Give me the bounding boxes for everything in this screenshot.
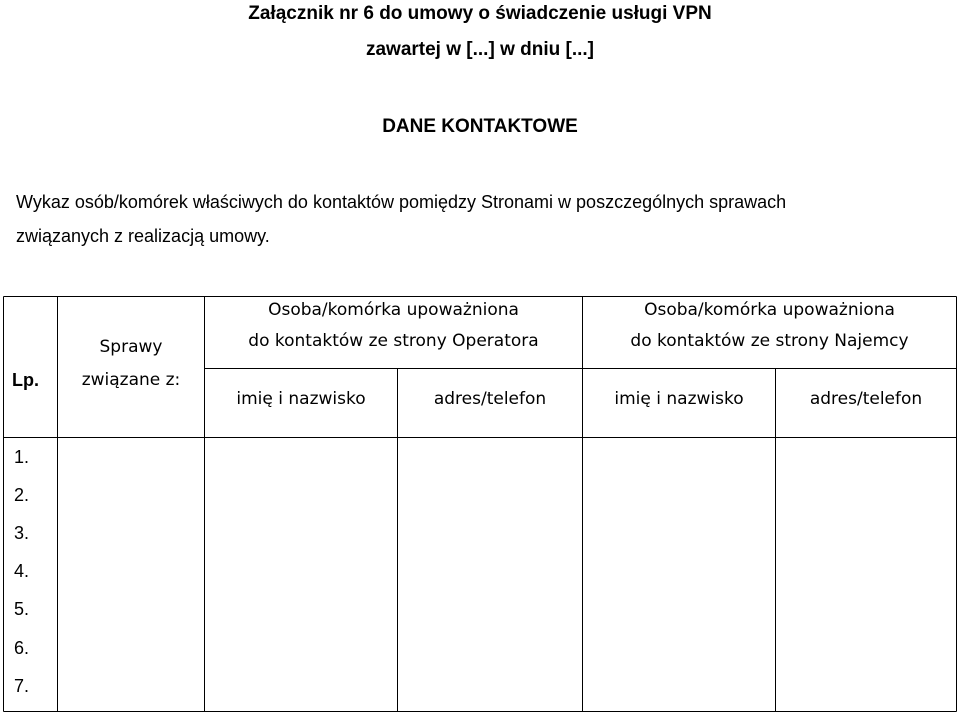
- intro-line-2: związanych z realizacją umowy.: [16, 226, 270, 246]
- column-header-sprawy-line2: związane z:: [81, 370, 181, 390]
- subheader-najemca-name: imię i nazwisko: [614, 389, 744, 409]
- column-header-sprawy-line1: Sprawy: [99, 337, 163, 357]
- operator-group-header-line2: do kontaktów ze strony Operatora: [248, 331, 539, 351]
- intro-line-1: Wykaz osób/komórek właściwych do kontaktów pomiędzy Stronami w poszczególnych sprawach: [16, 192, 787, 212]
- column-header-lp: Lp.: [12, 370, 39, 390]
- document-title: Załącznik nr 6 do umowy o świadczenie usługi VPN: [248, 3, 712, 24]
- operator-name-cell[interactable]: [205, 438, 397, 711]
- najemca-address-cell[interactable]: [776, 438, 956, 711]
- subheader-operator-address: adres/telefon: [433, 389, 547, 409]
- najemca-name-cell[interactable]: [583, 438, 775, 711]
- row-number: 2.: [14, 485, 30, 505]
- subheader-najemca-address: adres/telefon: [809, 389, 923, 409]
- row-number: 4.: [14, 561, 30, 581]
- section-heading: DANE KONTAKTOWE: [382, 116, 578, 137]
- row-number: 6.: [14, 638, 30, 658]
- document-subtitle: zawartej w [...] w dniu [...]: [365, 39, 594, 60]
- najemca-group-header-line1: Osoba/komórka upoważniona: [644, 300, 895, 320]
- operator-group-header-line1: Osoba/komórka upoważniona: [268, 300, 519, 320]
- subheader-operator-name: imię i nazwisko: [236, 389, 366, 409]
- sprawy-cell[interactable]: [58, 438, 204, 711]
- row-number: 1.: [14, 447, 30, 467]
- row-number: 7.: [14, 676, 30, 696]
- operator-address-cell[interactable]: [398, 438, 582, 711]
- row-number: 3.: [14, 523, 30, 543]
- najemca-group-header-line2: do kontaktów ze strony Najemcy: [630, 331, 909, 351]
- row-number: 5.: [14, 599, 30, 619]
